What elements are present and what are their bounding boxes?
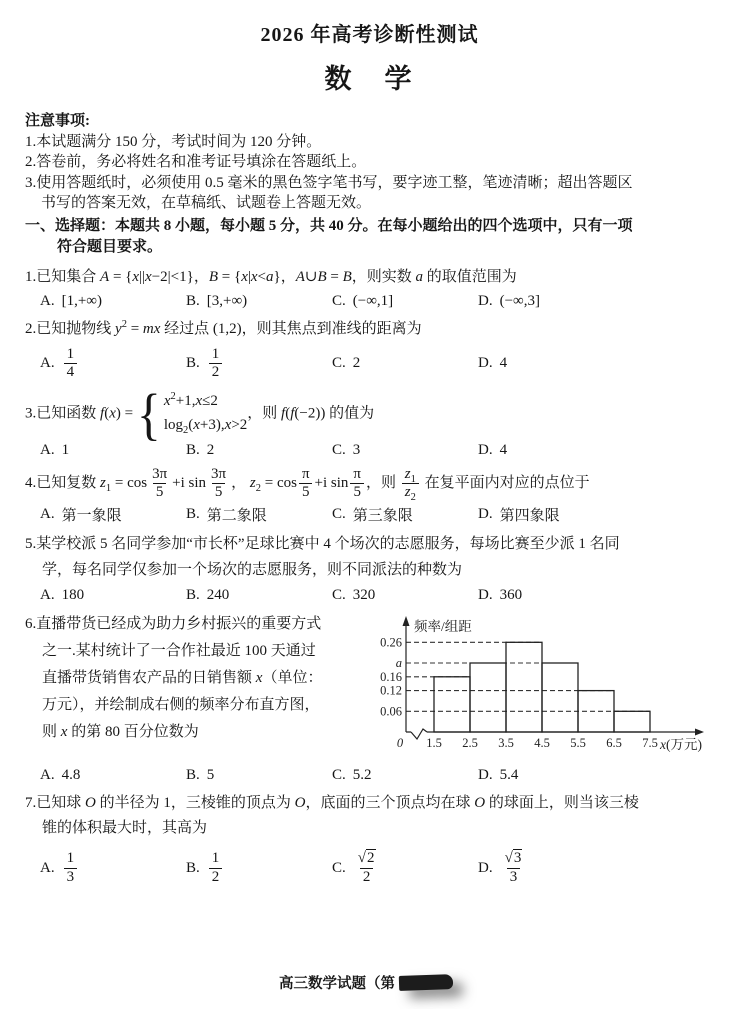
question-4-option-a: A. 第一象限 [40,506,122,525]
question-1 [25,265,714,311]
frequency-histogram [364,609,714,764]
question-2-option-b: B. $\frac{1}{2}$ [186,346,332,382]
question-6-option-a: A. 4.8 [40,766,81,783]
svg-text:4.5: 4.5 [534,735,550,750]
svg-text:0.12: 0.12 [380,683,402,698]
question-7 [25,791,714,886]
svg-text:3.5: 3.5 [498,735,514,750]
question-7-option-a: A. $\frac{1}{3}$ [40,850,186,886]
question-5-stem: 5.某学校派 5 名同学参加“市长杯”足球比赛中 4 个场次的志愿服务，每场比赛至少派 1 名同 学，每名同学仅参加一个场次的志愿服务，则不同派法的种数为 [25,536,620,578]
svg-text:0.16: 0.16 [380,669,402,684]
question-1-option-c: C. (−∞,1] [332,293,394,310]
question-5 [25,532,714,604]
question-6-stem: 6.直播带货已经成为助力乡村振兴的重要方式 之一.某村统计了一合作社最近 100 天通过 直播带货销售农产品的日销售额 x（单位： 万元），并绘制成右侧的频率分布直方图， 则 x 的第 80 百分位数为 [25,615,323,740]
section-heading-line1: 一、选择题：本题共 8 小题，每小题 5 分，共 40 分。在每小题给出的四个选项中，只有一项 [25,217,633,234]
question-5-option-b: B. 240 [186,586,230,603]
question-2 [25,317,714,381]
question-7-option-d: D. $\frac{√3}{3}$ [478,850,522,885]
question-4-option-c: C. 第三象限 [332,506,413,525]
question-4-option-b: B. 第二象限 [186,506,267,525]
question-2-option-c: C. 2 [332,355,361,372]
question-7-option-b: B. $\frac{1}{2}$ [186,850,332,886]
question-3-option-a: A. 1 [40,441,70,458]
question-5-options [40,587,714,604]
question-7-stem: 7.已知球 O 的半径为 1，三棱锥的顶点为 O，底面的三个顶点均在球 O 的球面上，则当该三棱 锥的体积最大时，其高为 [25,794,639,837]
question-2-option-d: D. 4 [478,355,508,372]
footer-smudge [399,974,453,991]
question-3-option-b: B. 2 [186,441,215,458]
question-1-options [40,293,714,310]
question-2-options [40,346,714,382]
question-5-option-d: D. 360 [478,586,523,603]
svg-text:x(万元): x(万元) [660,736,702,752]
notice-section [25,111,714,214]
notice-item-3: 3.使用答题纸时，必须使用 0.5 毫米的黑色签字笔书写，要字迹工整，笔迹清晰；超出答题区 书写的答案无效，在草稿纸、试题卷上答题无效。 [25,174,633,211]
svg-text:6.5: 6.5 [606,735,622,750]
svg-text:0.26: 0.26 [380,634,402,649]
svg-text:0.06: 0.06 [380,703,402,718]
question-5-option-a: A. 180 [40,586,85,603]
question-2-option-a: A. $\frac{1}{4}$ [40,346,186,382]
notice-heading: 注意事项: [25,113,90,129]
question-3 [25,381,714,459]
svg-text:a: a [395,655,402,670]
question-3-option-d: D. 4 [478,441,508,458]
svg-text:1.5: 1.5 [426,735,442,750]
question-2-stem: 2.已知抛物线 $y^2$ = mx 经过点 (1,2)，则其焦点到准线的距离为 [25,319,422,338]
question-4-stem: 4.已知复数 $z_1 = \cos$ $\frac{3\pi}{5}$ +i sin $\frac{3\pi}{5}$ ， $z_2 = \cos$ $\frac{\pi}{5}$ +i sin $\frac{\pi}{5}$ ，则 $\frac{z_1}{z_2}$ 在复平面内对应的点位于 [25,465,590,503]
svg-text:0: 0 [396,735,404,750]
question-6-options [40,767,714,784]
question-7-option-c: C. $\frac{√2}{2}$ [332,850,375,885]
notice-item-1: 1.本试题满分 150 分，考试时间为 120 分钟。 [25,133,322,150]
footer-text: 高三数学试题（第 [279,976,395,992]
question-1-option-a: A. [1,+∞) [40,293,102,310]
footer [0,972,732,993]
question-6-option-c: C. 5.2 [332,766,372,783]
question-3-option-c: C. 3 [332,441,361,458]
svg-text:频率/组距: 频率/组距 [414,618,472,634]
question-4 [25,466,714,526]
question-6-option-d: D. 5.4 [478,766,519,783]
question-3-stem: 3.已知函数 f(x) = { $x^2+1,x\le 2$ $\log_2(x+3),x>2$ ，则 f(f(−2)) 的值为 [25,381,375,446]
question-4-options [40,504,714,525]
question-5-option-c: C. 320 [332,586,376,603]
question-4-option-d: D. 第四象限 [478,506,560,525]
svg-text:7.5: 7.5 [642,735,658,750]
question-6-option-b: B. 5 [186,766,215,783]
question-1-option-d: D. (−∞,3] [478,293,540,310]
question-7-options [40,850,714,886]
question-1-option-b: B. [3,+∞) [186,293,248,310]
svg-text:2.5: 2.5 [462,735,478,750]
question-6 [25,611,714,784]
subject-title: 数 学 [324,64,415,94]
question-1-stem: 1.已知集合 A = {x||x−2|<1}，B = {x|x<a}，A∪B = B，则实数 a 的取值范围为 [25,268,517,285]
notice-item-2: 2.答卷前，务必将姓名和准考证号填涂在答题纸上。 [25,154,367,170]
exam-title: 2026 年高考诊断性测试 [260,24,479,46]
svg-text:5.5: 5.5 [570,735,586,750]
section-heading-line2: 符合题目要求。 [57,238,163,255]
